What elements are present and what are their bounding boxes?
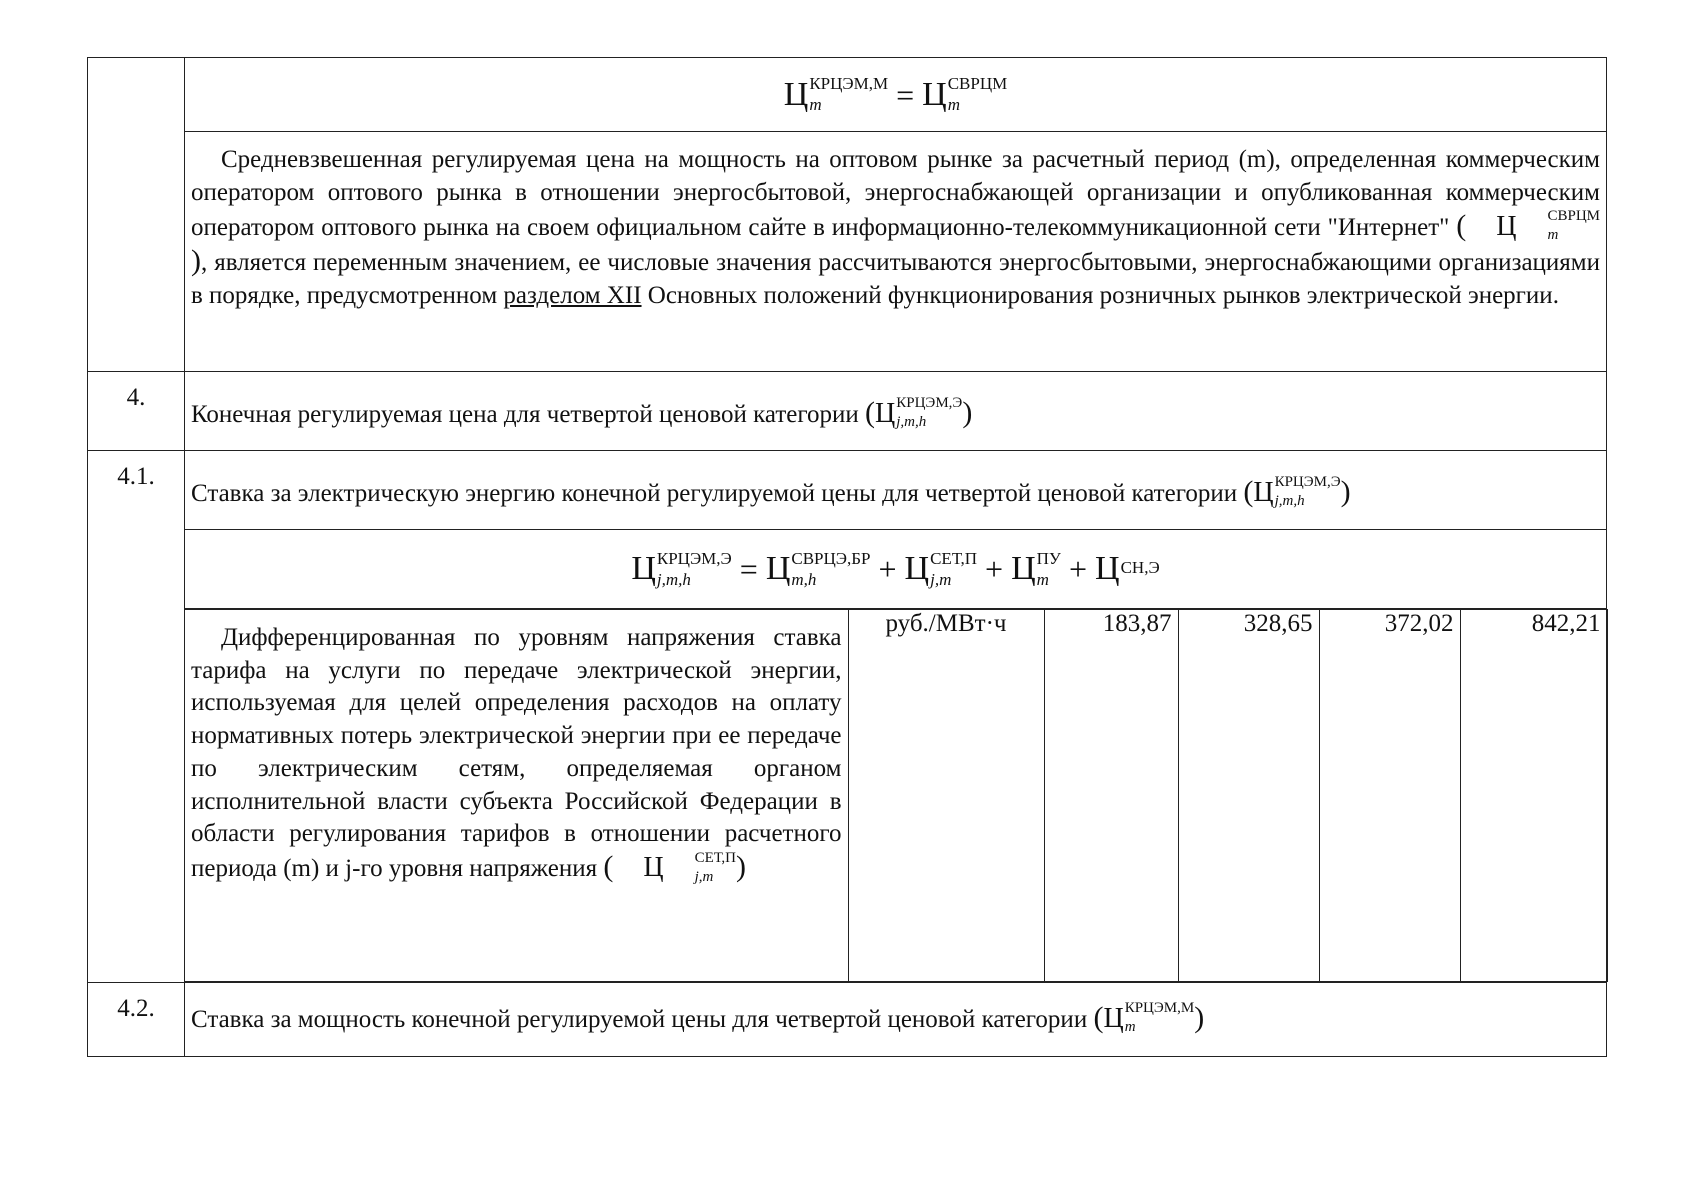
subscript: j,m,h (1274, 493, 1305, 509)
value-cell: 842,21 (1460, 610, 1607, 982)
price-symbol: Ц СН,Э (1095, 550, 1160, 587)
subscript: j,m (694, 868, 714, 885)
row-4 (88, 372, 1607, 451)
subscript: m (1036, 569, 1049, 589)
subscript: m (809, 95, 822, 114)
superscript: СВРЦМ (947, 74, 1008, 94)
formula-row-power (88, 58, 1607, 132)
tariff-data-cell (185, 609, 1607, 983)
formula-cell-power (185, 58, 1607, 132)
tariff-values-table (185, 609, 1608, 982)
superscript: КРЦЭМ,М (1124, 1000, 1195, 1017)
superscript: КРЦЭМ,Э (1274, 474, 1341, 491)
superscript: КРЦЭМ,Э (896, 395, 963, 412)
price-symbol: Ц КРЦЭМ,Э j,m,h (875, 395, 963, 430)
superscript: КРЦЭМ,Э (656, 548, 732, 568)
superscript: СН,Э (1120, 557, 1160, 577)
empty-number-cell (88, 58, 185, 372)
price-symbol: Ц СВРЦМ m (1496, 208, 1600, 243)
plus-sign: + (1068, 551, 1088, 587)
plus-sign: + (878, 551, 897, 587)
row-4-2 (88, 983, 1607, 1057)
price-symbol: Ц КРЦЭМ,Э j,m,h (1253, 474, 1341, 509)
row-number: 4.1. (88, 451, 185, 983)
value-cell: 183,87 (1044, 610, 1178, 982)
subscript: m (1124, 1019, 1136, 1035)
value-cell: 328,65 (1178, 610, 1319, 982)
subscript: j,m (930, 569, 952, 589)
row-number: 4. (88, 372, 185, 451)
price-symbol: Ц КРЦЭМ,М m (783, 74, 889, 114)
superscript: ПУ (1036, 548, 1061, 568)
subscript: j,m,h (896, 414, 927, 430)
plus-sign: + (985, 551, 1004, 587)
equals-sign: = (739, 551, 758, 587)
subscript: m (947, 95, 960, 114)
row-4-1 (88, 451, 1607, 530)
price-symbol: Ц СВРЦМ m (922, 74, 1008, 114)
superscript: СЕТ,П (930, 548, 978, 568)
superscript: СЕТ,П (694, 850, 736, 867)
formula-power (784, 75, 1007, 114)
price-symbol: Ц КРЦЭМ,М m (1103, 1000, 1195, 1035)
tariff-description: Дифференцированная по уровням напряжения ставка тарифа на услуги по передаче электрической энергии, используемая для целей определения расходов на оплату нормативных потерь электрической энергии при ее передаче по электрическим сетям, определяемая органом исполнительной власти субъекта Российской Федерации в области регулирования тарифов в отношении расчетного периода (m) и j-го уровня напряжения ( Ц СЕТ,П j,m ) (185, 610, 848, 982)
price-symbol: Ц СЕТ,П j,m (904, 548, 978, 589)
price-symbol: Ц СВРЦЭ,БР m,h (765, 548, 871, 589)
superscript: СВРЦЭ,БР (791, 548, 871, 568)
superscript: КРЦЭМ,М (809, 74, 889, 94)
tariff-data-row (88, 609, 1607, 983)
price-symbol: Ц СЕТ,П j,m (643, 850, 736, 885)
formula-row-energy (88, 530, 1607, 609)
value-cell: 372,02 (1319, 610, 1460, 982)
equals-sign: = (896, 76, 915, 113)
row-label: Ставка за мощность конечной регулируемой цены для четвертой ценовой категории ( Ц КРЦЭМ,М m ) (185, 983, 1607, 1057)
row-label: Ставка за электрическую энергию конечной регулируемой цены для четвертой ценовой категории ( Ц КРЦЭМ,Э j,m,h ) (185, 451, 1607, 530)
formula-energy (631, 550, 1159, 589)
subscript: m,h (791, 569, 817, 589)
section-xii-link[interactable]: разделом XII (503, 282, 642, 309)
formula-cell-energy (185, 530, 1607, 609)
tariff-table (87, 57, 1607, 1057)
price-symbol: Ц КРЦЭМ,Э j,m,h (631, 548, 732, 589)
superscript: СВРЦМ (1547, 208, 1600, 225)
subscript: m (1547, 227, 1559, 243)
row-label: Конечная регулируемая цена для четвертой ценовой категории ( Ц КРЦЭМ,Э j,m,h ) (185, 372, 1607, 451)
unit-cell: руб./МВт·ч (848, 610, 1044, 982)
row-number: 4.2. (88, 983, 185, 1057)
subscript: j,m,h (656, 569, 691, 589)
price-symbol: Ц ПУ m (1011, 548, 1061, 589)
explanation-row (88, 132, 1607, 372)
explanation-paragraph: Средневзвешенная регулируемая цена на мощность на оптовом рынке за расчетный период (m), определенная коммерческим оператором оптового рынка в отношении энергосбытовой, энергоснабжающей организации и опубликованная коммерческим оператором оптового рынка на своем официальном сайте в информационно-телекоммуникационной сети "Интернет" ( Ц СВРЦМ m ), является переменным значением, ее числовые значения рассчитываются энергосбытовыми, энергоснабжающими организациями в порядке, предусмотренном разделом XII Основных положений функционирования розничных рынков электрической энергии. (185, 132, 1607, 372)
